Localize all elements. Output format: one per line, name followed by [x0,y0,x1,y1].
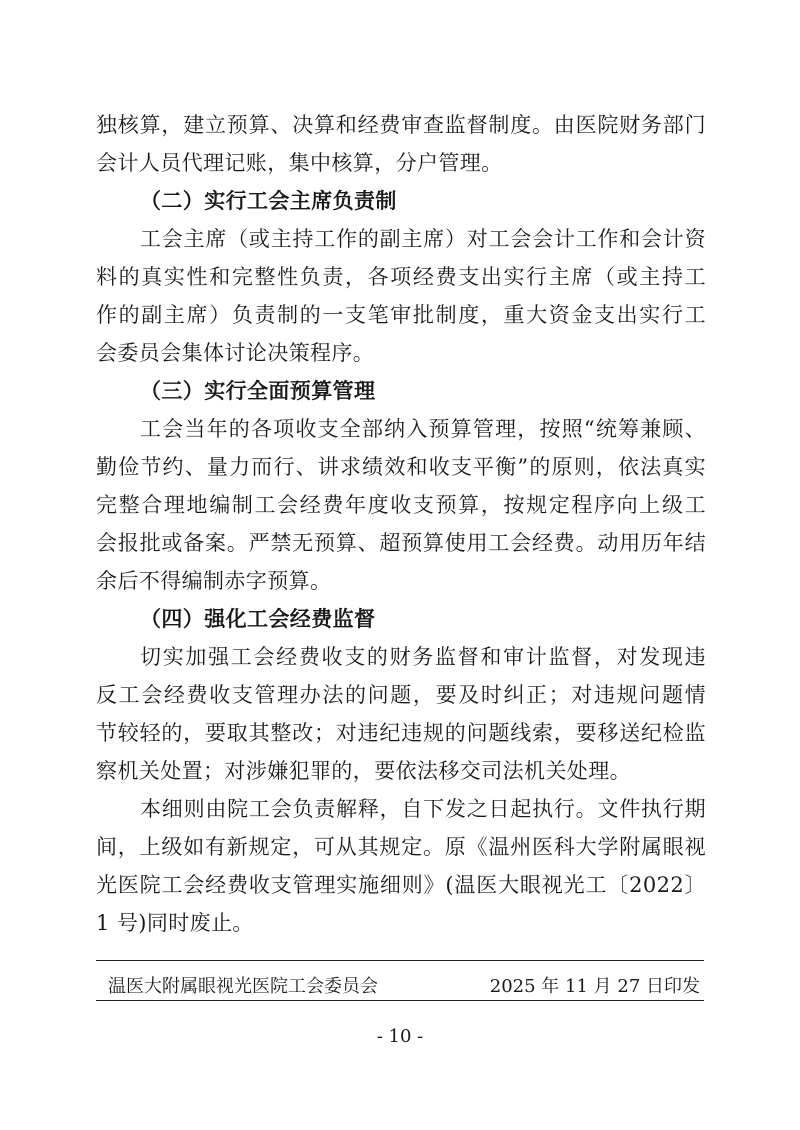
paragraph-line: 节较轻的，要取其整改；对违纪违规的问题线索，要移送纪检监 [96,721,706,745]
paragraph-line: 完整合理地编制工会经费年度收支预算，按规定程序向上级工 [96,493,706,517]
page-number: - 10 - [376,1026,424,1047]
paragraph-line: 间，上级如有新规定，可从其规定。原《温州医科大学附属眼视 [96,835,706,859]
paragraph-line: 勤俭节约、量力而行、讲求绩效和收支平衡”的原则，依法真实 [96,455,706,479]
paragraph-line: 反工会经费收支管理办法的问题，要及时纠正；对违规问题情 [96,683,706,707]
paragraph-line: 工会当年的各项收支全部纳入预算管理，按照“统筹兼顾、 [140,417,706,441]
section-heading: （二）实行工会主席负责制 [140,188,397,213]
issuer-name: 温医大附属眼视光医院工会委员会 [108,976,378,997]
footer-top-rule [96,960,704,961]
paragraph-line: 工会主席（或主持工作的副主席）对工会会计工作和会计资 [140,227,706,251]
paragraph-line: 本细则由院工会负责解释，自下发之日起执行。文件执行期 [140,797,706,821]
issue-date: 2025 年 11 月 27 日印发 [489,976,700,997]
paragraph-line: 独核算，建立预算、决算和经费审查监督制度。由医院财务部门 [96,113,706,137]
issuance-footer [108,972,700,998]
paragraph-line: 会计人员代理记账，集中核算，分户管理。 [96,151,503,175]
paragraph-line: 切实加强工会经费收支的财务监督和审计监督，对发现违 [140,645,706,669]
paragraph-line: 料的真实性和完整性负责，各项经费支出实行主席（或主持工 [96,265,706,289]
footer-bottom-rule [96,1000,704,1001]
paragraph-line: 1 号)同时废止。 [96,911,254,935]
paragraph-line: 察机关处置；对涉嫌犯罪的，要依法移交司法机关处理。 [96,759,631,783]
paragraph-line: 会报批或备案。严禁无预算、超预算使用工会经费。动用历年结 [96,531,706,555]
paragraph-line: 作的副主席）负责制的一支笔审批制度，重大资金支出实行工 [96,303,706,327]
paragraph-line: 会委员会集体讨论决策程序。 [96,341,375,365]
paragraph-line: 光医院工会经费收支管理实施细则》(温医大眼视光工〔2022〕 [96,873,706,897]
section-heading: （四）强化工会经费监督 [140,606,376,631]
paragraph-line: 余后不得编制赤字预算。 [96,569,332,593]
body-text [96,106,706,942]
section-heading: （三）实行全面预算管理 [140,378,376,403]
